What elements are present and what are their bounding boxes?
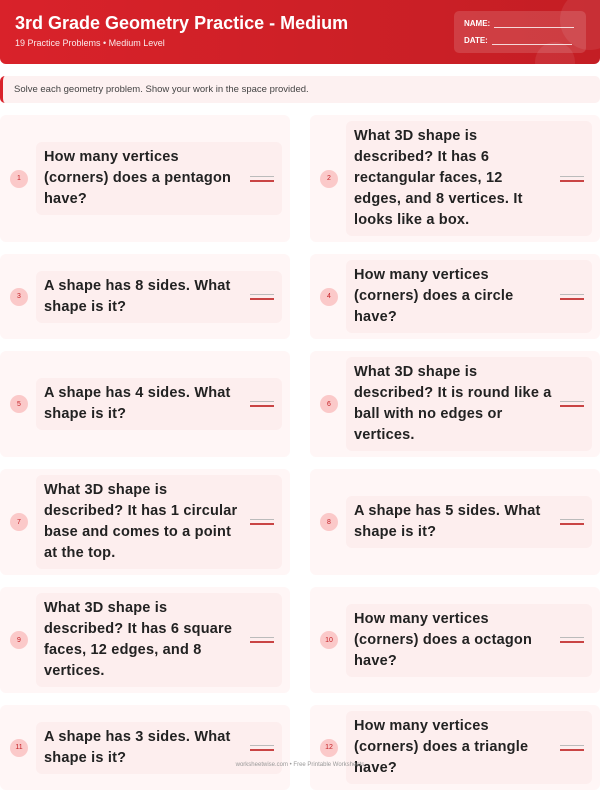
footer: worksheetwise.com • Free Printable Worksheets [235,762,365,768]
problem-number: 12 [320,739,338,757]
problem-card [0,469,290,575]
question-text: What 3D shape is described? It has 6 rectangular faces, 12 edges, and 8 vertices. It looks like a box. [354,128,523,228]
question-text: What 3D shape is described? It is round like a ball with no edges or vertices. [354,364,552,443]
problem-number: 1 [10,170,28,188]
problem-card [0,705,290,790]
problem-number: 4 [320,288,338,306]
problem-card [310,469,600,575]
answer-line[interactable] [250,401,274,407]
date-label: DATE: [464,36,488,45]
answer-line[interactable] [560,294,584,300]
instructions: Solve each geometry problem. Show your work in the space provided. [0,76,600,103]
name-field[interactable] [494,20,574,28]
answer-line[interactable] [250,745,274,751]
question-box [346,604,592,677]
answer-line[interactable] [250,294,274,300]
problem-number: 3 [10,288,28,306]
question-box [346,711,592,784]
problem-number: 7 [10,513,28,531]
problem-number: 8 [320,513,338,531]
page-subtitle: 19 Practice Problems • Medium Level [15,38,165,48]
answer-line[interactable] [250,176,274,182]
question-box [346,496,592,548]
problem-card [310,254,600,339]
question-box [36,475,282,569]
date-field[interactable] [492,37,572,45]
answer-line[interactable] [560,745,584,751]
answer-line[interactable] [250,637,274,643]
question-text: How many vertices (corners) does a pentagon have? [44,149,232,207]
question-text: How many vertices (corners) does a octagon have? [354,610,533,669]
answer-line[interactable] [250,519,274,525]
problem-number: 10 [320,631,338,649]
question-box [36,378,282,430]
problem-number: 11 [10,739,28,757]
problem-card [0,587,290,693]
problem-card [0,254,290,339]
question-text: How many vertices (corners) does a circle have? [354,267,514,325]
problem-grid [0,115,600,790]
question-box [346,357,592,451]
question-box [36,142,282,215]
name-label: NAME: [464,19,491,28]
question-box [346,260,592,333]
page-title: 3rd Grade Geometry Practice - Medium [15,13,349,33]
question-text: A shape has 5 sides. What shape is it? [354,503,541,540]
answer-line[interactable] [560,401,584,407]
answer-line[interactable] [560,519,584,525]
question-text: A shape has 3 sides. What shape is it? [44,728,231,766]
answer-line[interactable] [560,176,584,182]
problem-number: 6 [320,395,338,413]
answer-line[interactable] [560,637,584,643]
problem-card [310,705,600,790]
problem-number: 2 [320,170,338,188]
problem-card [0,115,290,242]
problem-card [310,115,600,242]
question-box [346,121,592,236]
problem-card [0,351,290,457]
problem-card [310,351,600,457]
name-date-box [454,11,586,53]
question-box [36,271,282,323]
worksheet-header [0,0,600,64]
problem-number: 9 [10,631,28,649]
question-text: How many vertices (corners) does a triangle have? [354,718,529,776]
problem-number: 5 [10,395,28,413]
question-text: A shape has 4 sides. What shape is it? [44,385,231,422]
question-text: What 3D shape is described? It has 1 circular base and comes to a point at the top. [44,482,238,561]
problem-card [310,587,600,693]
question-text: A shape has 8 sides. What shape is it? [44,277,231,315]
question-box [36,593,282,687]
question-text: What 3D shape is described? It has 6 square faces, 12 edges, and 8 vertices. [44,600,233,679]
